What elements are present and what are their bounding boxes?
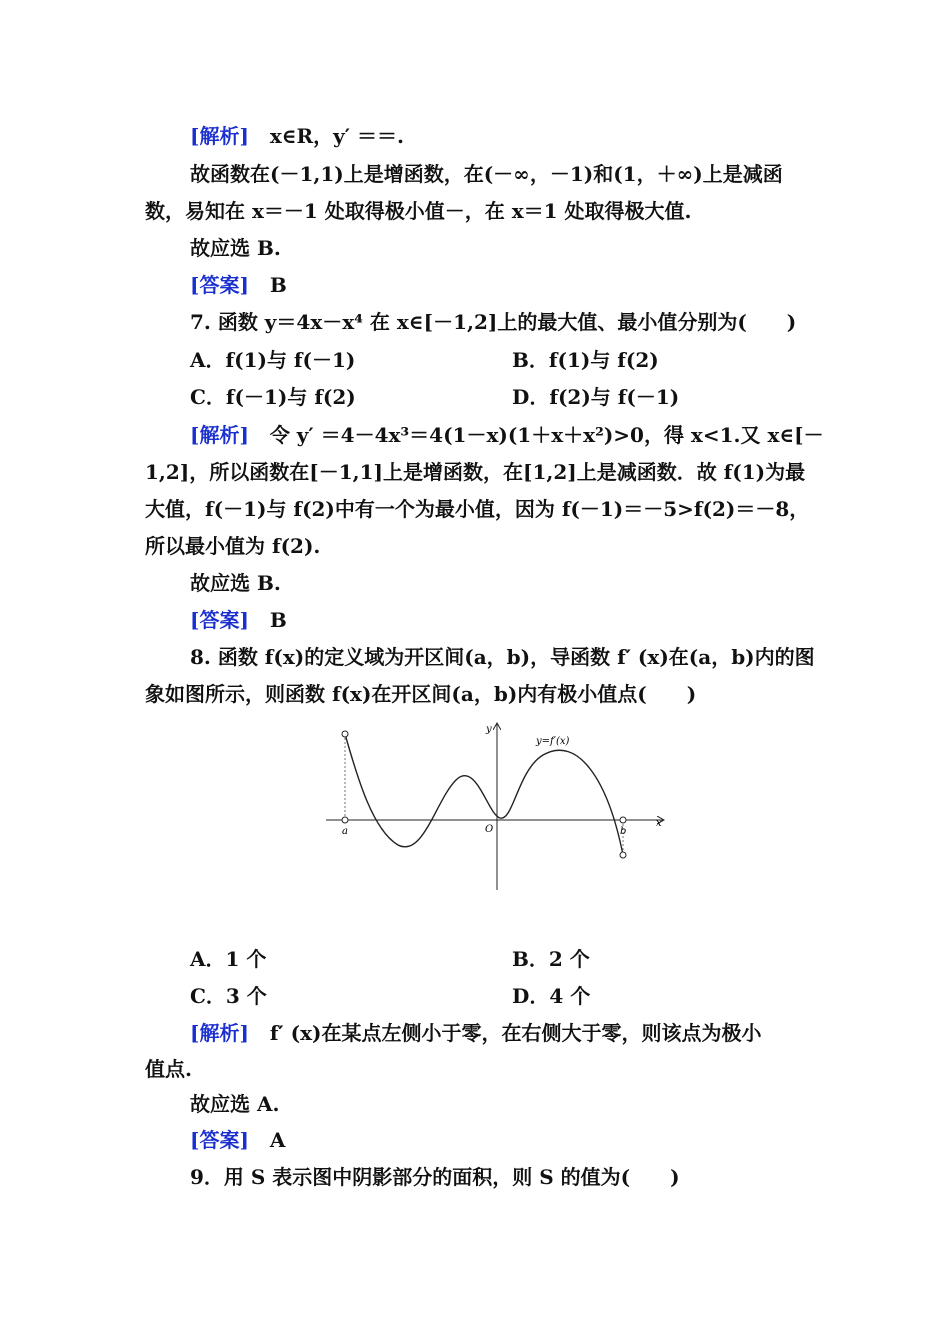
label-origin: O [485,824,494,835]
label-curve: y=f′(x) [536,736,570,747]
label-a: a [342,826,348,837]
q6-answer-line [190,271,287,299]
answer-tag: [答案] [190,608,249,632]
q8-stem-line-2: 象如图所示，则函数 f(x)在开区间(a，b)内有极小值点( ) [145,682,697,706]
q8-text-line-2: 值点. [145,1057,192,1081]
open-point-b [620,817,626,823]
q8-answer: A [269,1128,286,1152]
q8-derivative-graph [318,720,668,899]
q6-text-line-3: 数，易知在 x＝－1 处取得极小值－，在 x＝1 处取得极大值. [145,199,692,223]
q7-option-c: C．f(－1)与 f(2) [190,385,356,409]
q6-analysis-line [190,122,404,150]
q7-answer-line [190,606,287,634]
q8-analysis-text: f′ (x)在某点左侧小于零，在右侧大于零，则该点为极小 [269,1021,762,1045]
q6-analysis-text: x∈R，y′ ＝＝. [269,124,404,148]
open-point-start [342,731,348,737]
q8-analysis-line [190,1019,762,1047]
q8-answer-line [190,1126,285,1154]
answer-tag: [答案] [190,1128,249,1152]
q7-text-line-4: 所以最小值为 f(2). [145,534,321,558]
q7-text-line-5: 故应选 B. [190,571,281,595]
q7-option-b: B．f(1)与 f(2) [512,348,659,372]
derivative-graph-svg [318,720,668,895]
q8-option-b: B．2 个 [512,947,590,971]
q8-option-a: A．1 个 [190,947,267,971]
q7-text-line-3: 大值，f(－1)与 f(2)中有一个为最小值，因为 f(－1)＝－5>f(2)＝－8， [145,497,810,521]
q6-text-line-4: 故应选 B. [190,236,281,260]
label-y-axis: y [486,724,492,735]
q7-analysis-text: 令 y′ ＝4－4x³＝4(1－x)(1＋x＋x²)>0，得 x<1.又 x∈[－ [269,423,824,447]
label-b: b [620,826,627,837]
analysis-tag: [解析] [190,423,249,447]
open-point-a [342,817,348,823]
q6-answer: B [269,273,287,297]
derivative-curve [345,734,623,855]
q7-answer: B [269,608,287,632]
open-point-end [620,852,626,858]
q8-text-line-3: 故应选 A. [190,1092,280,1116]
q7-option-a: A．f(1)与 f(－1) [190,348,356,372]
q7-stem: 7. 函数 y＝4x－x⁴ 在 x∈[－1,2]上的最大值、最小值分别为( ) [190,310,797,334]
analysis-tag: [解析] [190,124,249,148]
q8-option-d: D．4 个 [512,984,591,1008]
q7-text-line-2: 1,2]，所以函数在[－1,1]上是增函数，在[1,2]上是减函数．故 f(1)为最 [145,460,806,484]
label-x-axis: x [656,818,662,829]
q6-text-line-2: 故函数在(－1,1)上是增函数，在(－∞，－1)和(1，＋∞)上是减函 [190,162,783,186]
q7-analysis-line [190,421,824,449]
answer-tag: [答案] [190,273,249,297]
q9-stem: 9．用 S 表示图中阴影部分的面积，则 S 的值为( ) [190,1165,680,1189]
analysis-tag: [解析] [190,1021,249,1045]
q8-stem-line-1: 8. 函数 f(x)的定义域为开区间(a，b)，导函数 f′ (x)在(a，b)内的图 [190,645,815,669]
q7-option-d: D．f(2)与 f(－1) [512,385,680,409]
q8-option-c: C．3 个 [190,984,267,1008]
